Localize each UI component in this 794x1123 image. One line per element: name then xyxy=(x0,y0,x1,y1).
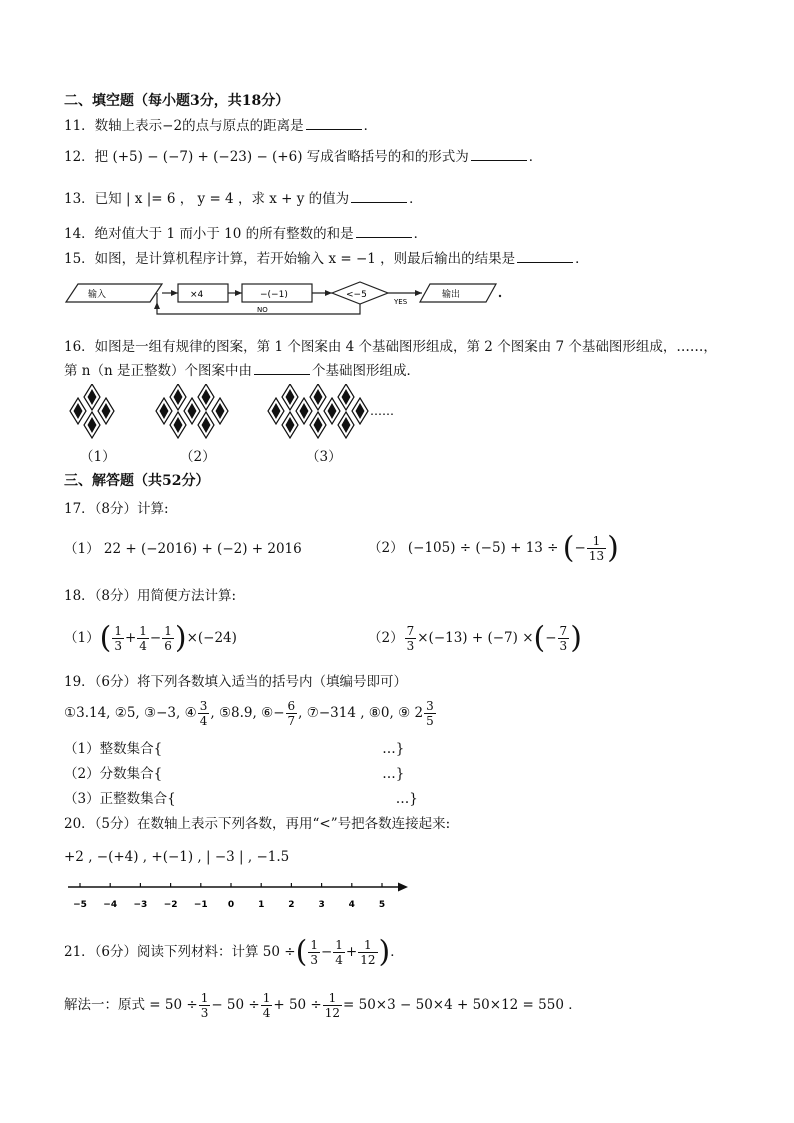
flow-output-label: 输出 xyxy=(442,290,461,300)
integer-set-label: （1）整数集合{ xyxy=(64,741,163,757)
pattern-ellipsis: …… xyxy=(370,404,394,418)
positive-integer-set-label: （3）正整数集合{ xyxy=(64,791,176,807)
axis-tick-label: 1 xyxy=(258,900,265,910)
pattern-1 xyxy=(70,384,114,438)
numerator: 1 xyxy=(358,938,377,953)
axis-tick-label: −5 xyxy=(73,900,87,910)
denominator: 4 xyxy=(335,953,343,967)
left-paren: ( xyxy=(295,934,308,970)
question-16-line1: 16．如图是一组有规律的图案，第 1 个图案由 4 个基础图形组成，第 2 个图案由 7 个基础图形组成，……， xyxy=(64,339,717,355)
answer-blank xyxy=(351,190,407,203)
program-flowchart xyxy=(64,278,504,324)
numerator: 3 xyxy=(199,699,208,713)
question-15 xyxy=(64,250,589,268)
section-2-title: 二、填空题（每小题3分，共18分） xyxy=(64,93,290,109)
question-16-text-a: 第 n（n 是正整数）个图案中由 xyxy=(64,363,252,379)
denominator: 3 xyxy=(310,953,318,967)
fraction-set-line xyxy=(64,765,404,783)
question-16-text-b: 个基础图形组成． xyxy=(311,363,420,379)
positive-integer-set-line xyxy=(64,790,418,808)
question-14 xyxy=(64,225,427,243)
q18-1-label: （1） xyxy=(64,630,100,646)
numerator: 1 xyxy=(335,938,343,952)
numerator: 7 xyxy=(559,624,568,638)
input-box xyxy=(66,284,162,302)
pattern-2 xyxy=(156,384,228,438)
question-16-line2 xyxy=(64,362,420,380)
denominator: 13 xyxy=(588,549,605,563)
question-13 xyxy=(64,190,423,208)
flow-no-label: NO xyxy=(257,306,268,314)
denominator: 5 xyxy=(426,714,434,728)
fraction xyxy=(199,991,211,1020)
axis-tick-label: −2 xyxy=(163,900,178,910)
left-paren: ( xyxy=(533,620,546,656)
q21-text: 21．（6分）阅读下列材料：计算 50 ÷ xyxy=(64,944,296,960)
solution-1 xyxy=(64,988,582,1022)
end-dot: ． xyxy=(363,118,378,134)
period-dot xyxy=(499,295,501,297)
answer-blank xyxy=(517,250,573,263)
fraction xyxy=(198,699,210,728)
pattern-label-2: （2） xyxy=(180,449,216,465)
question-17-part1: （1） 22 + (−2016) + (−2) + 2016 xyxy=(64,541,302,557)
axis-tick-label: −4 xyxy=(103,900,118,910)
fraction xyxy=(308,938,320,967)
right-paren: ) xyxy=(570,620,582,656)
answer-blank xyxy=(306,117,362,130)
denominator: 6 xyxy=(164,639,172,653)
numerator: 1 xyxy=(310,938,318,952)
end-dot: ． xyxy=(409,191,423,207)
q19-list-b: , ⑤8.9, ⑥− xyxy=(210,705,285,721)
right-paren: ) xyxy=(378,934,391,970)
arrow-head xyxy=(154,302,160,309)
solution-mid: + 50 ÷ xyxy=(273,997,322,1013)
axis-tick-label: 0 xyxy=(227,900,235,910)
axis-tick-label: 2 xyxy=(288,900,295,910)
left-paren: ( xyxy=(562,530,575,566)
pattern-3 xyxy=(268,384,368,438)
question-21: 21．（6分）阅读下列材料：计算 50 ÷( $\frac{1}{3}$ − $\frac{1}{4}$ + $\frac{1}{12}$ )． xyxy=(64,934,404,970)
axis-tick-label: −3 xyxy=(133,900,148,910)
question-18-part1: （1）( $\frac{1}{3}$ + $\frac{1}{4}$ − $\frac{1}{6}$ )×(−24) xyxy=(64,620,237,656)
q19-list-c: , ⑦−314 , ⑧0, ⑨ 2 xyxy=(298,705,424,721)
question-17-part2: （2） (−105) ÷ (−5) + 13 ÷ (− $\frac{1}{13}$ ) xyxy=(368,530,619,566)
denominator: 3 xyxy=(406,639,415,653)
flow-times4-label: ×4 xyxy=(190,290,204,300)
number-line xyxy=(64,878,414,912)
question-15-text: 15．如图，是计算机程序计算，若开始输入 x = −1 ，则最后输出的结果是 xyxy=(64,251,516,267)
pattern-label-1: （1） xyxy=(80,449,116,465)
axis-arrow xyxy=(398,883,408,892)
flow-yes-label: YES xyxy=(394,298,408,306)
question-20-numbers: +2 , −(+4) , +(−1) , | −3 | , −1.5 xyxy=(64,849,290,865)
fraction xyxy=(112,624,124,653)
end-dot: ． xyxy=(528,149,543,165)
solution-1-text: 解法一：原式 = 50 ÷ xyxy=(64,997,198,1013)
q18-1-tail: ×(−24) xyxy=(186,630,237,646)
numerator: 1 xyxy=(200,991,209,1005)
arrow-head xyxy=(235,290,242,296)
numerator: 1 xyxy=(587,534,606,549)
numerator: 1 xyxy=(114,624,122,638)
question-19: 19．（6分）将下列各数填入适当的括号内（填编号即可） xyxy=(64,674,408,690)
pattern-label-3: （3） xyxy=(306,449,342,465)
numerator: 6 xyxy=(287,699,296,713)
fraction xyxy=(405,624,417,653)
set-end: …} xyxy=(382,741,405,757)
end-dot: ． xyxy=(413,226,428,242)
fraction xyxy=(587,534,606,563)
axis-tick-label: 3 xyxy=(318,900,325,910)
numerator: 7 xyxy=(406,624,415,638)
axis-tick-label: −1 xyxy=(193,900,208,910)
question-18: 18．（8分）用简便方法计算: xyxy=(64,588,237,604)
numerator: 1 xyxy=(139,624,147,638)
fraction xyxy=(137,624,149,653)
answer-blank xyxy=(356,225,412,238)
denominator: 3 xyxy=(200,1006,209,1020)
arrow-head xyxy=(415,290,422,296)
fraction-set-label: （2）分数集合{ xyxy=(64,766,163,782)
numerator: 1 xyxy=(262,991,271,1005)
fraction xyxy=(424,699,436,728)
fraction xyxy=(323,991,342,1020)
question-11 xyxy=(64,117,377,135)
denominator: 3 xyxy=(559,639,568,653)
flow-minus-label: −(−1) xyxy=(260,290,288,300)
numerator: 1 xyxy=(323,991,342,1006)
question-14-text: 14．绝对值大于 1 而小于 10 的所有整数的和是 xyxy=(64,226,354,242)
question-11-text: 11．数轴上表示−2的点与原点的距离是 xyxy=(64,118,304,134)
q18-2-mid: ×(−13) + (−7) × xyxy=(417,630,534,646)
denominator: 12 xyxy=(324,1006,341,1020)
fraction xyxy=(558,624,570,653)
denominator: 7 xyxy=(287,714,296,728)
q19-list-a: ①3.14, ②5, ③−3, ④ xyxy=(64,705,197,721)
set-end: …} xyxy=(382,766,405,782)
question-17: 17．（8分）计算: xyxy=(64,501,169,517)
denominator: 3 xyxy=(114,639,122,653)
set-end: …} xyxy=(395,791,418,807)
q18-2-label: （2） xyxy=(368,630,404,646)
denominator: 4 xyxy=(262,1006,271,1020)
flow-compare-label: <−5 xyxy=(346,290,367,300)
denominator: 12 xyxy=(360,953,376,967)
answer-blank xyxy=(471,148,527,161)
q17-2-text: （2） (−105) ÷ (−5) + 13 ÷ xyxy=(368,540,559,556)
question-18-part2: （2） $\frac{7}{3}$ ×(−13) + (−7) ×(− $\frac{7}{3}$ ) xyxy=(368,620,582,656)
solution-mid: − 50 ÷ xyxy=(211,997,260,1013)
question-20: 20．（5分）在数轴上表示下列各数，再用“<”号把各数连接起来: xyxy=(64,816,451,832)
end-dot: ． xyxy=(575,251,589,267)
fraction xyxy=(333,938,345,967)
numerator: 3 xyxy=(426,699,434,713)
answer-blank xyxy=(254,362,310,375)
q21-end: ． xyxy=(390,944,404,960)
fraction xyxy=(358,938,377,967)
arrow-head xyxy=(325,290,332,296)
denominator: 4 xyxy=(139,639,147,653)
axis-tick-label: 5 xyxy=(378,900,386,910)
numerator: 1 xyxy=(164,624,172,638)
question-12 xyxy=(64,148,542,166)
left-paren: ( xyxy=(99,620,112,656)
fraction xyxy=(261,991,273,1020)
question-13-text: 13．已知 | x |= 6 ， y = 4 ，求 x + y 的值为 xyxy=(64,191,350,207)
right-paren: ) xyxy=(174,620,187,656)
question-19-number-list xyxy=(64,696,437,730)
question-12-text: 12．把 (+5) − (−7) + (−23) − (+6) 写成省略括号的和的形式为 xyxy=(64,149,469,165)
flow-input-label: 输入 xyxy=(88,290,107,300)
solution-end: = 50×3 − 50×4 + 50×12 = 550 ． xyxy=(343,997,582,1013)
denominator: 4 xyxy=(199,714,208,728)
right-paren: ) xyxy=(607,530,619,566)
arrow-head xyxy=(171,290,178,296)
integer-set-line xyxy=(64,740,404,758)
axis-tick-label: 4 xyxy=(348,900,355,910)
diamond-patterns xyxy=(64,384,414,440)
fraction xyxy=(162,624,174,653)
fraction xyxy=(286,699,298,728)
section-3-title: 三、解答题（共52分） xyxy=(64,473,210,489)
